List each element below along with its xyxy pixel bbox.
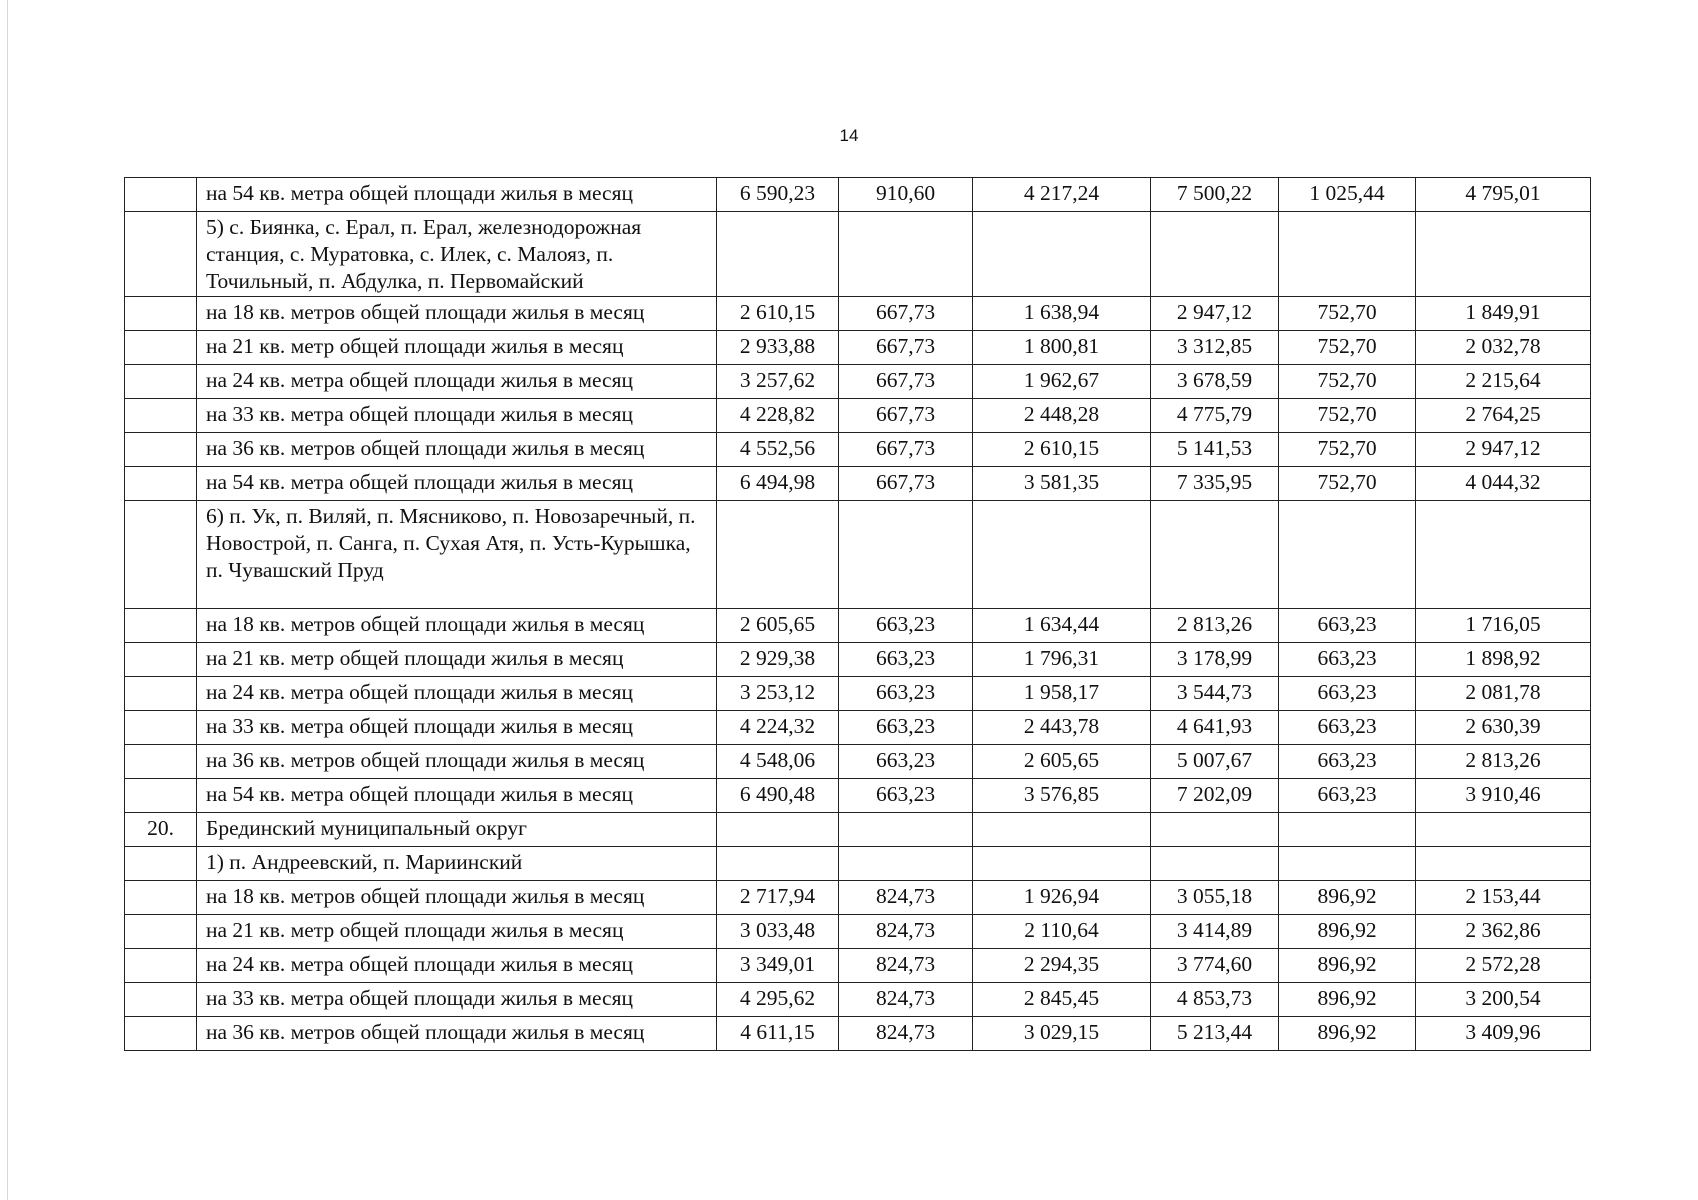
section-label: 5) с. Биянка, с. Ерал, п. Ерал, железнодорожная станция, с. Муратовка, с. Илек, с. Малояз, п. Точильный, п. Абдулка, п. Первомайский <box>197 212 717 297</box>
row-label: на 33 кв. метра общей площади жилья в месяц <box>197 983 717 1017</box>
value-cell: 4 795,01 <box>1416 178 1591 212</box>
value-cell: 2 813,26 <box>1416 745 1591 779</box>
value-cell: 896,92 <box>1279 915 1416 949</box>
value-cell: 3 257,62 <box>717 365 839 399</box>
value-cell: 3 178,99 <box>1151 643 1279 677</box>
value-cell: 4 217,24 <box>973 178 1151 212</box>
value-cell: 6 494,98 <box>717 467 839 501</box>
value-cell: 2 813,26 <box>1151 609 1279 643</box>
row-number <box>125 212 197 297</box>
value-cell: 1 800,81 <box>973 331 1151 365</box>
row-number <box>125 501 197 609</box>
value-cell: 4 228,82 <box>717 399 839 433</box>
value-cell: 3 055,18 <box>1151 881 1279 915</box>
row-number <box>125 331 197 365</box>
value-cell: 3 200,54 <box>1416 983 1591 1017</box>
table-row <box>125 745 1591 779</box>
empty-cell <box>973 501 1151 609</box>
table-row-section <box>125 847 1591 881</box>
value-cell: 1 634,44 <box>973 609 1151 643</box>
value-cell: 752,70 <box>1279 297 1416 331</box>
value-cell: 663,23 <box>839 643 973 677</box>
value-cell: 4 552,56 <box>717 433 839 467</box>
value-cell: 896,92 <box>1279 949 1416 983</box>
value-cell: 824,73 <box>839 949 973 983</box>
row-number <box>125 178 197 212</box>
table-row <box>125 1017 1591 1051</box>
empty-cell <box>1279 813 1416 847</box>
row-number <box>125 677 197 711</box>
value-cell: 2 294,35 <box>973 949 1151 983</box>
value-cell: 2 947,12 <box>1416 433 1591 467</box>
value-cell: 4 224,32 <box>717 711 839 745</box>
row-number <box>125 1017 197 1051</box>
table-row <box>125 643 1591 677</box>
value-cell: 6 490,48 <box>717 779 839 813</box>
value-cell: 5 007,67 <box>1151 745 1279 779</box>
value-cell: 663,23 <box>1279 779 1416 813</box>
value-cell: 2 845,45 <box>973 983 1151 1017</box>
value-cell: 4 641,93 <box>1151 711 1279 745</box>
value-cell: 7 335,95 <box>1151 467 1279 501</box>
value-cell: 2 605,65 <box>973 745 1151 779</box>
value-cell: 663,23 <box>1279 677 1416 711</box>
table-row <box>125 779 1591 813</box>
value-cell: 3 544,73 <box>1151 677 1279 711</box>
table-row <box>125 467 1591 501</box>
value-cell: 3 409,96 <box>1416 1017 1591 1051</box>
value-cell: 3 910,46 <box>1416 779 1591 813</box>
row-label: на 36 кв. метров общей площади жилья в месяц <box>197 1017 717 1051</box>
empty-cell <box>1416 847 1591 881</box>
value-cell: 2 572,28 <box>1416 949 1591 983</box>
value-cell: 2 443,78 <box>973 711 1151 745</box>
value-cell: 824,73 <box>839 881 973 915</box>
value-cell: 4 611,15 <box>717 1017 839 1051</box>
value-cell: 667,73 <box>839 297 973 331</box>
value-cell: 663,23 <box>1279 711 1416 745</box>
value-cell: 7 500,22 <box>1151 178 1279 212</box>
value-cell: 667,73 <box>839 399 973 433</box>
table-row <box>125 365 1591 399</box>
empty-cell <box>839 212 973 297</box>
value-cell: 2 153,44 <box>1416 881 1591 915</box>
value-cell: 663,23 <box>839 609 973 643</box>
table-row <box>125 881 1591 915</box>
table-row <box>125 297 1591 331</box>
row-number <box>125 643 197 677</box>
row-number <box>125 399 197 433</box>
district-label: Брединский муниципальный округ <box>197 813 717 847</box>
empty-cell <box>973 813 1151 847</box>
empty-cell <box>1151 501 1279 609</box>
value-cell: 752,70 <box>1279 433 1416 467</box>
table-row-section <box>125 212 1591 297</box>
table-row-section <box>125 501 1591 609</box>
value-cell: 752,70 <box>1279 365 1416 399</box>
value-cell: 2 362,86 <box>1416 915 1591 949</box>
value-cell: 1 962,67 <box>973 365 1151 399</box>
table-row <box>125 331 1591 365</box>
row-number <box>125 433 197 467</box>
empty-cell <box>1416 212 1591 297</box>
empty-cell <box>1416 501 1591 609</box>
row-label: на 21 кв. метр общей площади жилья в месяц <box>197 915 717 949</box>
row-label: на 54 кв. метра общей площади жилья в месяц <box>197 779 717 813</box>
row-number <box>125 365 197 399</box>
table-row <box>125 677 1591 711</box>
value-cell: 2 933,88 <box>717 331 839 365</box>
value-cell: 1 716,05 <box>1416 609 1591 643</box>
value-cell: 667,73 <box>839 331 973 365</box>
empty-cell <box>973 847 1151 881</box>
row-number <box>125 711 197 745</box>
value-cell: 663,23 <box>839 677 973 711</box>
value-cell: 2 032,78 <box>1416 331 1591 365</box>
value-cell: 663,23 <box>1279 745 1416 779</box>
value-cell: 3 033,48 <box>717 915 839 949</box>
value-cell: 824,73 <box>839 915 973 949</box>
table-row <box>125 983 1591 1017</box>
value-cell: 7 202,09 <box>1151 779 1279 813</box>
row-label: на 54 кв. метра общей площади жилья в месяц <box>197 467 717 501</box>
row-number <box>125 847 197 881</box>
value-cell: 6 590,23 <box>717 178 839 212</box>
value-cell: 896,92 <box>1279 983 1416 1017</box>
row-label: на 18 кв. метров общей площади жилья в месяц <box>197 297 717 331</box>
empty-cell <box>717 847 839 881</box>
value-cell: 663,23 <box>839 745 973 779</box>
row-number <box>125 779 197 813</box>
table-row <box>125 609 1591 643</box>
empty-cell <box>1151 847 1279 881</box>
row-number <box>125 881 197 915</box>
empty-cell <box>1279 501 1416 609</box>
value-cell: 2 610,15 <box>717 297 839 331</box>
row-label: на 24 кв. метра общей площади жилья в месяц <box>197 677 717 711</box>
row-number: 20. <box>125 813 197 847</box>
value-cell: 667,73 <box>839 433 973 467</box>
value-cell: 2 630,39 <box>1416 711 1591 745</box>
value-cell: 3 581,35 <box>973 467 1151 501</box>
value-cell: 2 215,64 <box>1416 365 1591 399</box>
value-cell: 1 025,44 <box>1279 178 1416 212</box>
value-cell: 2 717,94 <box>717 881 839 915</box>
value-cell: 3 576,85 <box>973 779 1151 813</box>
row-label: на 33 кв. метра общей площади жилья в месяц <box>197 399 717 433</box>
table-row <box>125 399 1591 433</box>
row-number <box>125 745 197 779</box>
tariff-table <box>124 177 1591 1051</box>
value-cell: 5 213,44 <box>1151 1017 1279 1051</box>
value-cell: 4 548,06 <box>717 745 839 779</box>
empty-cell <box>1151 813 1279 847</box>
value-cell: 2 610,15 <box>973 433 1151 467</box>
empty-cell <box>1279 212 1416 297</box>
value-cell: 3 414,89 <box>1151 915 1279 949</box>
value-cell: 3 029,15 <box>973 1017 1151 1051</box>
empty-cell <box>717 813 839 847</box>
value-cell: 663,23 <box>839 779 973 813</box>
value-cell: 4 775,79 <box>1151 399 1279 433</box>
value-cell: 1 638,94 <box>973 297 1151 331</box>
value-cell: 896,92 <box>1279 881 1416 915</box>
section-label: 1) п. Андреевский, п. Мариинский <box>197 847 717 881</box>
value-cell: 2 764,25 <box>1416 399 1591 433</box>
value-cell: 2 947,12 <box>1151 297 1279 331</box>
value-cell: 3 253,12 <box>717 677 839 711</box>
value-cell: 824,73 <box>839 1017 973 1051</box>
row-label: на 24 кв. метра общей площади жилья в месяц <box>197 365 717 399</box>
value-cell: 2 929,38 <box>717 643 839 677</box>
value-cell: 663,23 <box>839 711 973 745</box>
value-cell: 2 605,65 <box>717 609 839 643</box>
empty-cell <box>1416 813 1591 847</box>
row-label: на 36 кв. метров общей площади жилья в месяц <box>197 745 717 779</box>
value-cell: 896,92 <box>1279 1017 1416 1051</box>
value-cell: 663,23 <box>1279 609 1416 643</box>
row-number <box>125 949 197 983</box>
value-cell: 752,70 <box>1279 467 1416 501</box>
scan-edge-line <box>7 0 8 1200</box>
value-cell: 667,73 <box>839 365 973 399</box>
value-cell: 4 295,62 <box>717 983 839 1017</box>
row-label: на 18 кв. метров общей площади жилья в месяц <box>197 609 717 643</box>
table-row <box>125 433 1591 467</box>
row-number <box>125 467 197 501</box>
empty-cell <box>839 501 973 609</box>
row-number <box>125 983 197 1017</box>
table-row <box>125 949 1591 983</box>
row-label: на 24 кв. метра общей площади жилья в месяц <box>197 949 717 983</box>
row-number <box>125 609 197 643</box>
table-row <box>125 915 1591 949</box>
value-cell: 1 796,31 <box>973 643 1151 677</box>
row-label: на 36 кв. метров общей площади жилья в месяц <box>197 433 717 467</box>
value-cell: 752,70 <box>1279 399 1416 433</box>
empty-cell <box>973 212 1151 297</box>
row-number <box>125 915 197 949</box>
row-label: на 33 кв. метра общей площади жилья в месяц <box>197 711 717 745</box>
value-cell: 3 774,60 <box>1151 949 1279 983</box>
value-cell: 3 678,59 <box>1151 365 1279 399</box>
page-number: 14 <box>839 126 859 145</box>
empty-cell <box>839 813 973 847</box>
value-cell: 1 958,17 <box>973 677 1151 711</box>
value-cell: 4 044,32 <box>1416 467 1591 501</box>
value-cell: 5 141,53 <box>1151 433 1279 467</box>
table-row-section <box>125 813 1591 847</box>
value-cell: 1 926,94 <box>973 881 1151 915</box>
value-cell: 3 312,85 <box>1151 331 1279 365</box>
empty-cell <box>839 847 973 881</box>
row-label: на 18 кв. метров общей площади жилья в месяц <box>197 881 717 915</box>
value-cell: 824,73 <box>839 983 973 1017</box>
row-label: на 21 кв. метр общей площади жилья в месяц <box>197 643 717 677</box>
row-number <box>125 297 197 331</box>
table-row <box>125 178 1591 212</box>
value-cell: 2 448,28 <box>973 399 1151 433</box>
value-cell: 1 898,92 <box>1416 643 1591 677</box>
value-cell: 667,73 <box>839 467 973 501</box>
table-row <box>125 711 1591 745</box>
row-label: на 54 кв. метра общей площади жилья в месяц <box>197 178 717 212</box>
value-cell: 1 849,91 <box>1416 297 1591 331</box>
empty-cell <box>1279 847 1416 881</box>
empty-cell <box>717 501 839 609</box>
value-cell: 2 081,78 <box>1416 677 1591 711</box>
section-label: 6) п. Ук, п. Виляй, п. Мясниково, п. Новозаречный, п. Новострой, п. Санга, п. Сухая Атя, п. Усть-Курышка, п. Чувашский Пруд <box>197 501 717 609</box>
value-cell: 752,70 <box>1279 331 1416 365</box>
value-cell: 4 853,73 <box>1151 983 1279 1017</box>
row-label: на 21 кв. метр общей площади жилья в месяц <box>197 331 717 365</box>
value-cell: 3 349,01 <box>717 949 839 983</box>
value-cell: 663,23 <box>1279 643 1416 677</box>
value-cell: 910,60 <box>839 178 973 212</box>
value-cell: 2 110,64 <box>973 915 1151 949</box>
empty-cell <box>1151 212 1279 297</box>
empty-cell <box>717 212 839 297</box>
